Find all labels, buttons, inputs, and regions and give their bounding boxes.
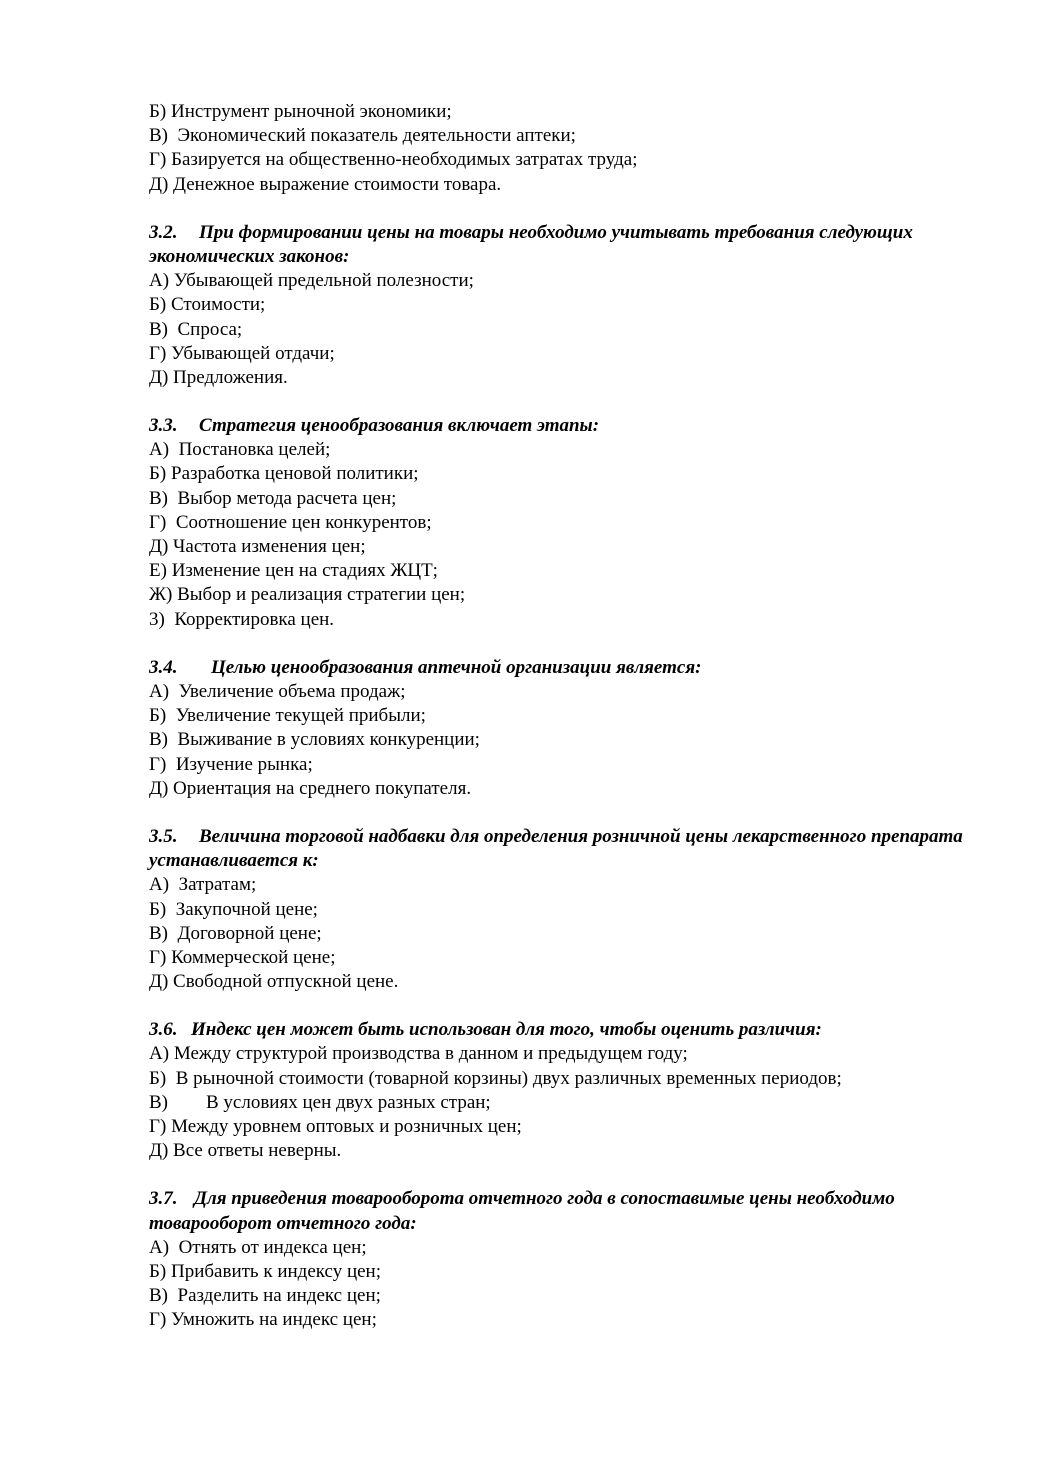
answer-letter: Ж) (149, 584, 173, 606)
intro-answer-list (149, 100, 989, 197)
answer-text: Договорной цене; (177, 922, 322, 944)
question-text: Для приведения товарооборота отчетного года в сопоставимые цены необходимо товарооборот отчетного года: (149, 1188, 895, 1234)
answer-line (149, 873, 989, 897)
answer-letter: Г) (149, 946, 167, 968)
answer-letter: Г) (149, 511, 176, 533)
question-number: 3.7. (149, 1188, 178, 1210)
answer-list (149, 269, 989, 390)
answer-letter: А) (149, 1236, 179, 1258)
answer-line (149, 438, 989, 462)
answer-line (149, 487, 989, 511)
answer-line (149, 922, 989, 946)
answer-text: Предложения. (173, 366, 288, 388)
answer-text: Ориентация на среднего покупателя. (173, 777, 472, 799)
answer-line (149, 728, 989, 752)
answer-text: Разделить на индекс цен; (177, 1285, 381, 1307)
question-text: Целью ценообразования аптечной организации является: (211, 656, 702, 678)
answer-text: В рыночной стоимости (товарной корзины) двух различных временных периодов; (175, 1067, 842, 1089)
answer-line (149, 366, 989, 390)
answer-letter: Б) (149, 101, 167, 122)
answer-letter: Б) (149, 1067, 176, 1089)
answer-text: Разработка ценовой политики; (171, 463, 419, 485)
answer-letter: Г) (149, 149, 167, 171)
answer-text: В условиях цен двух разных стран; (206, 1091, 491, 1113)
answer-letter: В) (149, 487, 178, 509)
question-heading (149, 414, 989, 438)
question-heading (149, 656, 989, 680)
answer-letter: Г) (149, 1116, 167, 1138)
answer-letter: В) (149, 729, 178, 751)
answer-letter: А) (149, 1043, 170, 1065)
question-text: Индекс цен может быть использован для того, чтобы оценить различия: (191, 1019, 822, 1041)
answer-line (149, 753, 989, 777)
answer-text: Базируется на общественно-необходимых затратах труда; (171, 149, 638, 171)
answer-letter: Д) (149, 971, 169, 993)
answer-text: Между структурой производства в данном и предыдущем году; (173, 1043, 688, 1065)
question-number: 3.2. (149, 221, 178, 243)
answer-text: Увеличение текущей прибыли; (175, 705, 426, 727)
answer-text: Затратам; (178, 874, 257, 896)
answer-text: Коммерческой цене; (171, 946, 336, 968)
answer-line (149, 173, 989, 197)
answer-line (149, 100, 989, 124)
answer-line (149, 1067, 989, 1091)
answer-line (149, 535, 989, 559)
answer-line (149, 1042, 989, 1066)
answer-text: Выбор и реализация стратегии цен; (177, 584, 466, 606)
answer-text: Выбор метода расчета цен; (177, 487, 397, 509)
question-number: 3.5. (149, 825, 178, 847)
answer-line (149, 1260, 989, 1284)
answer-letter: А) (149, 681, 179, 702)
answer-line (149, 583, 989, 607)
answer-list (149, 873, 989, 994)
answer-letter: Д) (149, 777, 169, 799)
answer-text: Соотношение цен конкурентов; (175, 511, 432, 533)
answer-text: Убывающей отдачи; (171, 342, 335, 364)
answer-line (149, 1236, 989, 1260)
answer-letter: 3) (149, 608, 175, 630)
answer-text: Между уровнем оптовых и розничных цен; (171, 1116, 522, 1138)
answer-line (149, 680, 989, 704)
answer-letter: Г) (149, 342, 167, 364)
answer-text: Изучение рынка; (175, 753, 313, 775)
answer-text: Стоимости; (171, 294, 266, 316)
answer-text: Все ответы неверны. (173, 1140, 342, 1162)
answer-text: Свободной отпускной цене. (173, 971, 399, 993)
answer-line (149, 318, 989, 342)
answer-text: Увеличение объема продаж; (178, 681, 406, 702)
answer-line (149, 1139, 989, 1163)
answer-letter: Г) (149, 1309, 167, 1331)
answer-letter: Д) (149, 366, 169, 388)
answer-line (149, 511, 989, 535)
answer-letter: Д) (149, 536, 169, 558)
answer-text: Инструмент рыночной экономики; (171, 101, 452, 122)
answer-line (149, 777, 989, 801)
answer-letter: Б) (149, 294, 167, 316)
answer-line (149, 148, 989, 172)
answer-letter: В) (149, 125, 173, 147)
answer-list (149, 438, 989, 632)
answer-text: Изменение цен на стадиях ЖЦТ; (171, 560, 438, 582)
answer-text: Закупочной цене; (175, 898, 318, 920)
question-text: Стратегия ценообразования включает этапы: (199, 415, 600, 437)
answer-line (149, 342, 989, 366)
answer-line (149, 269, 989, 293)
answer-letter: Б) (149, 705, 176, 727)
answer-list (149, 1042, 989, 1163)
answer-line (149, 1308, 989, 1332)
answer-letter: В) (149, 922, 178, 944)
question-text: При формировании цены на товары необходимо учитывать требования следующих экономических законов: (149, 221, 913, 267)
answer-letter: Б) (149, 898, 176, 920)
answer-letter: Е) (149, 560, 167, 582)
answer-text: Экономический показатель деятельности аптеки; (177, 125, 576, 147)
question-heading (149, 221, 989, 269)
answer-text: Денежное выражение стоимости товара. (173, 173, 502, 195)
question-text: Величина торговой надбавки для определения розничной цены лекарственного препарата устанавливается к: (149, 825, 963, 872)
question-number: 3.4. (149, 656, 178, 678)
answer-letter: Д) (149, 173, 169, 195)
answer-letter: В) (149, 318, 178, 340)
question-number: 3.6. (149, 1019, 178, 1041)
question-heading (149, 1187, 989, 1235)
answer-text: Частота изменения цен; (173, 536, 366, 558)
answer-letter: А) (149, 874, 179, 896)
answer-letter: А) (149, 270, 174, 292)
answer-letter: В) (149, 1285, 178, 1307)
answer-letter: Г) (149, 753, 176, 775)
answer-text: Прибавить к индексу цен; (171, 1261, 382, 1283)
answer-text: Спроса; (177, 318, 243, 340)
document-page (149, 100, 989, 1333)
answer-letter: Б) (149, 1261, 167, 1283)
answer-line (149, 462, 989, 486)
answer-line (149, 124, 989, 148)
answer-line (149, 946, 989, 970)
answer-text: Отнять от индекса цен; (178, 1236, 367, 1258)
answer-list (149, 680, 989, 801)
answer-line (149, 559, 989, 583)
answer-line (149, 293, 989, 317)
answer-letter: Д) (149, 1140, 169, 1162)
answer-line (149, 1284, 989, 1308)
answer-letter: А) (149, 439, 179, 461)
question-heading (149, 825, 989, 873)
answer-text: Умножить на индекс цен; (171, 1309, 377, 1331)
question-number: 3.3. (149, 415, 178, 437)
answer-list (149, 1236, 989, 1333)
answer-line (149, 898, 989, 922)
question-heading (149, 1018, 989, 1042)
answer-letter: Б) (149, 463, 167, 485)
answer-text: Выживание в условиях конкуренции; (177, 729, 480, 751)
answer-line (149, 608, 989, 632)
answer-line (149, 970, 989, 994)
answer-letter: В) (149, 1091, 206, 1113)
answer-text: Убывающей предельной полезности; (173, 270, 474, 292)
answer-text: Корректировка цен. (174, 608, 335, 630)
answer-text: Постановка целей; (178, 439, 331, 461)
answer-line (149, 704, 989, 728)
answer-line (149, 1115, 989, 1139)
answer-line (149, 1091, 989, 1115)
